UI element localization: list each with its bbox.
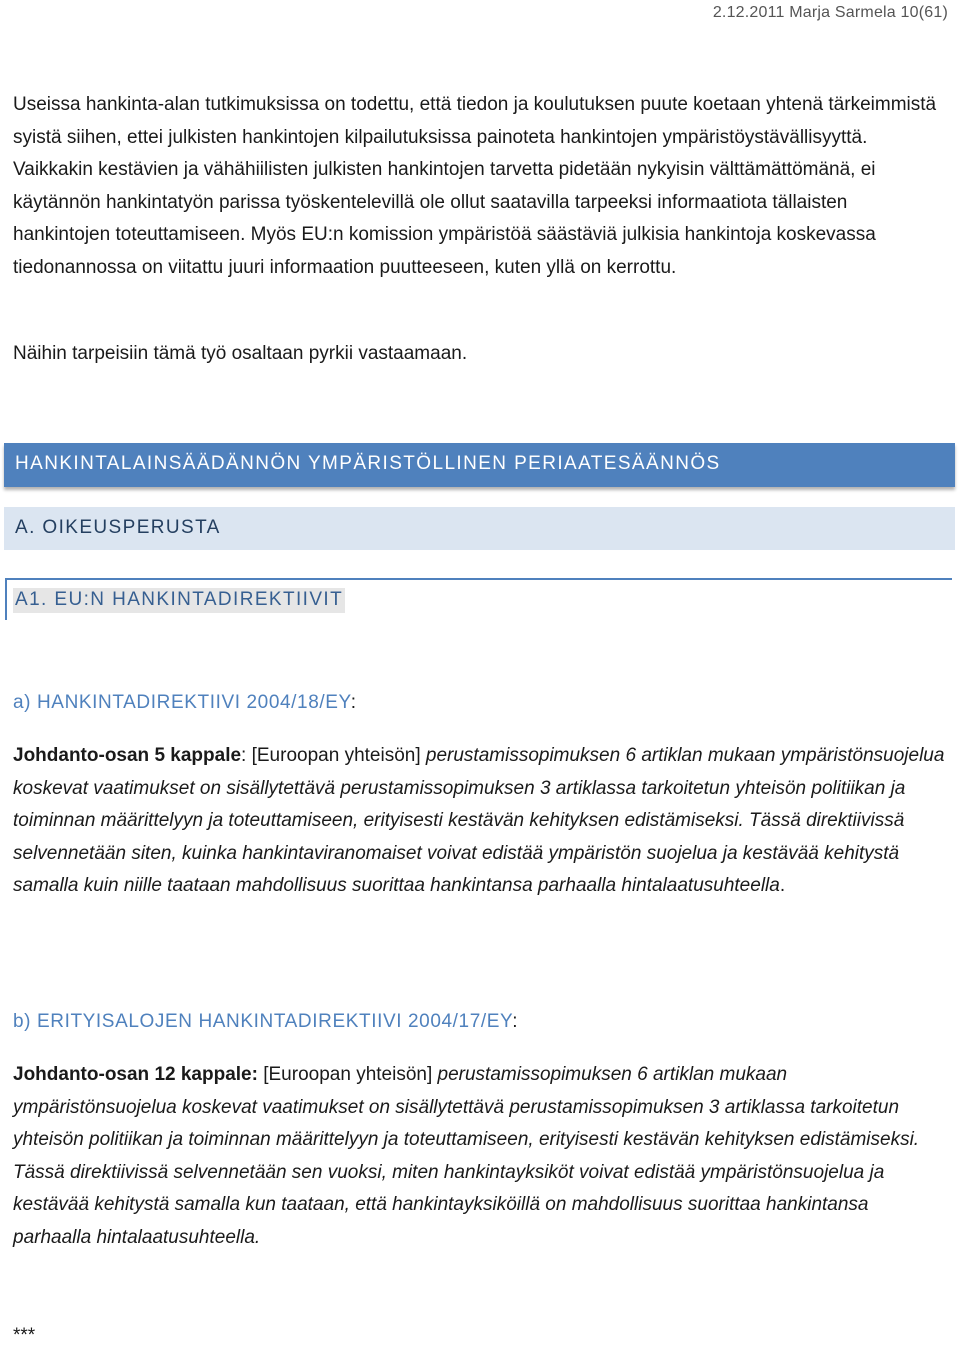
a1-heading: A1. EU:N HANKINTADIREKTIIVIT bbox=[13, 588, 345, 613]
directive-b-heading-text: b) ERITYISALOJEN HANKINTADIREKTIIVI 2004/17/EY bbox=[13, 1011, 513, 1032]
directive-b-heading-colon: : bbox=[512, 1011, 519, 1032]
section-separator: *** bbox=[13, 1325, 36, 1346]
subsection-heading-text: A. OIKEUSPERUSTA bbox=[15, 517, 221, 538]
a1-heading-frame bbox=[5, 578, 952, 620]
directive-a-end: . bbox=[779, 875, 786, 897]
directive-a-body bbox=[13, 740, 948, 903]
directive-b-label-suffix: [Euroopan yhteisön] bbox=[257, 1064, 438, 1085]
directive-a-label: Johdanto-osan 5 kappale bbox=[13, 745, 242, 766]
page-header: 2.12.2011 Marja Sarmela 10(61) bbox=[712, 4, 948, 21]
main-section-heading bbox=[4, 443, 955, 487]
directive-a-quote: perustamissopimuksen 6 artiklan mukaan ympäristönsuojelua koskevat vaatimukset on sisällytettävä perustamissopimuksen 3 artiklassa tarkoitetun yhteisön politiikan ja toiminnan määrittelyyn ja toteuttamiseen, erityisesti kestävän kehityksen edistämiseksi. Tässä direktiivissä selvennetään siten, kuinka hankintaviranomaiset voivat edistää ympäristön suojelua ja kestävää kehitystä samalla kuin niille taataan mahdollisuus suorittaa hankintansa parhaalla hintalaatusuhteella bbox=[13, 745, 945, 897]
directive-a-heading-colon: : bbox=[350, 692, 357, 713]
main-section-heading-text: HANKINTALAINSÄÄDÄNNÖN YMPÄRISTÖLLINEN PERIAATESÄÄNNÖS bbox=[15, 453, 721, 474]
directive-a-heading-text: a) HANKINTADIREKTIIVI 2004/18/EY bbox=[13, 692, 351, 713]
intro-paragraph: Useissa hankinta-alan tutkimuksissa on todettu, että tiedon ja koulutuksen puute koetaan yhtenä tärkeimmistä syistä siihen, ettei julkisten hankintojen kilpailutuksissa painoteta hankintojen ympäristöystävällisyyttä. Vaikkakin kestävien ja vähähiilisten julkisten hankintojen tarvetta pidetään nykyisin välttämättömänä, ei käytännön hankintatyön parissa työskentelevillä ole ollut saatavilla tarpeeksi informaatiota tällaisten hankintojen toteuttamiseen. Myös EU:n komission ympäristöä säästäviä julkisia hankintoja koskevassa tiedonannossa on viitattu juuri informaation puutteeseen, kuten yllä on kerrottu. bbox=[13, 94, 937, 278]
directive-b-label: Johdanto-osan 12 kappale: bbox=[13, 1064, 258, 1085]
directive-a-label-suffix: : [Euroopan yhteisön] bbox=[241, 745, 426, 766]
directive-a-heading bbox=[13, 692, 357, 714]
intro-closing-paragraph: Näihin tarpeisiin tämä työ osaltaan pyrkii vastaamaan. bbox=[13, 343, 468, 364]
subsection-heading bbox=[4, 507, 955, 550]
directive-b-heading bbox=[13, 1011, 518, 1033]
directive-b-body bbox=[13, 1059, 948, 1255]
directive-b-quote: perustamissopimuksen 6 artiklan mukaan ympäristönsuojelua koskevat vaatimukset on sisällytettävä perustamissopimuksen 3 artiklassa tarkoitetun yhteisön politiikan ja toiminnan määrittelyyn ja toteuttamiseen, erityisesti kestävän kehityksen edistämiseksi. Tässä direktiivissä selvennetään sen vuoksi, miten hankintayksiköt voivat edistää ympäristönsuojelua ja kestävää kehitystä samalla kun taataan, että hankintayksiköillä on mahdollisuus suorittaa hankintansa parhaalla hintalaatusuhteella. bbox=[13, 1064, 920, 1248]
